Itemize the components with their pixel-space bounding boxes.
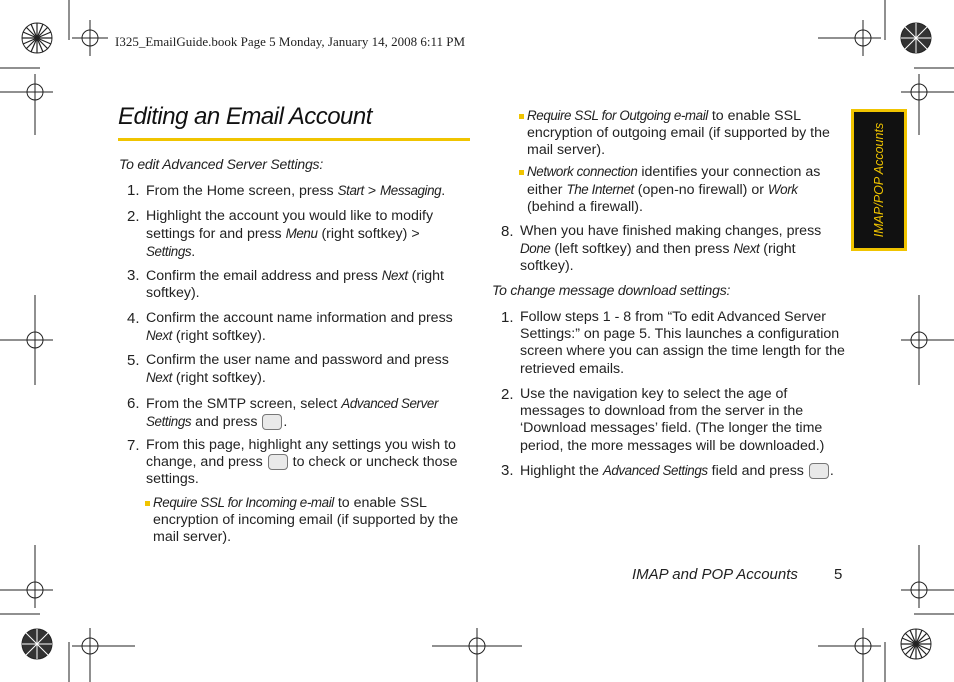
registration-wheel-icon <box>901 23 931 53</box>
list-item: Require SSL for Outgoing e-mail to enable SSL encryption of outgoing email (if supported by the mail server). <box>527 107 842 160</box>
title-underline <box>118 138 470 141</box>
list-item: 2. Highlight the account you would like to modify settings for and press Menu (right softkey) > Settings. <box>127 208 434 261</box>
print-header: I325_EmailGuide.book Page 5 Monday, January 14, 2008 6:11 PM <box>115 34 465 49</box>
list-item: 7. From this page, highlight any settings you wish to change, and press to check or uncheck those settings. <box>127 437 458 488</box>
page-number: 5 <box>834 566 843 583</box>
section-tab <box>851 109 907 251</box>
step-number: 3. <box>127 267 140 284</box>
list-item: 5. Confirm the user name and password and press Next (right softkey). <box>127 352 449 387</box>
list-item: 6. From the SMTP screen, select Advanced Server Settings and press . <box>127 395 438 431</box>
registration-wheel-icon <box>22 629 52 659</box>
step-number: 5. <box>127 352 140 369</box>
list-item: Require SSL for Incoming e-mail to enable SSL encryption of incoming email (if supported by the mail server). <box>153 494 471 547</box>
list-item: 4. Confirm the account name information and press Next (right softkey). <box>127 310 453 345</box>
registration-wheel-icon <box>901 629 931 659</box>
step-number: 8. <box>501 223 514 240</box>
step-number: 2. <box>501 386 514 403</box>
list-item: Network connection identifies your connection as either The Internet (open-no firewall) or Work (behind a firewall). <box>527 163 837 217</box>
step-number: 1. <box>127 182 140 199</box>
list-item: 1. From the Home screen, press Start > Messaging. <box>127 182 446 199</box>
section-tab-label: IMAP/POP Accounts <box>872 122 886 238</box>
step-number: 6. <box>127 395 140 412</box>
bullet-icon <box>519 170 524 175</box>
list-item: 8. When you have finished making changes, press Done (left softkey) and then press Next (right softkey). <box>501 223 822 275</box>
step-number: 3. <box>501 462 514 479</box>
step-number: 4. <box>127 310 140 327</box>
section-intro: To change message download settings: <box>492 282 731 298</box>
step-number: 7. <box>127 437 140 454</box>
list-item: 3. Highlight the Advanced Settings field and press . <box>501 462 834 479</box>
ok-key-icon <box>268 454 288 470</box>
ok-key-icon <box>262 414 282 430</box>
page-title: Editing an Email Account <box>118 103 372 130</box>
bullet-icon <box>145 501 150 506</box>
list-item: 2. Use the navigation key to select the age of messages to download from the server in the ‘Download messages’ field. (The longer the time period, the more messages will be downloaded.) <box>501 386 825 454</box>
list-item: 3. Confirm the email address and press Next (right softkey). <box>127 267 444 302</box>
step-number: 2. <box>127 208 140 225</box>
footer-section-title: IMAP and POP Accounts <box>632 566 798 583</box>
section-intro: To edit Advanced Server Settings: <box>119 156 324 172</box>
list-item: 1. Follow steps 1 - 8 from “To edit Advanced Server Settings:” on page 5. This launches a configuration screen where you can assign the time length for the retrieved emails. <box>501 309 845 377</box>
ok-key-icon <box>809 463 829 479</box>
registration-wheel-icon <box>22 23 52 53</box>
bullet-icon <box>519 114 524 119</box>
step-number: 1. <box>501 309 514 326</box>
